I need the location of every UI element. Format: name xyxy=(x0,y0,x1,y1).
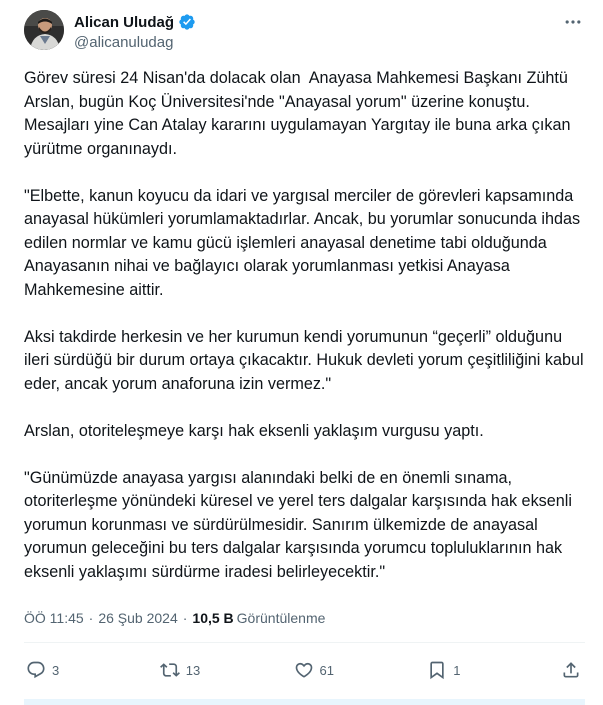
avatar-photo-icon xyxy=(24,10,64,50)
divider xyxy=(24,642,585,643)
author-display-name[interactable]: Alican Uludağ xyxy=(74,13,175,31)
reply-button[interactable] xyxy=(26,660,136,680)
share-icon xyxy=(561,660,581,680)
share-button[interactable] xyxy=(561,660,581,680)
author-name-row xyxy=(74,12,196,32)
tweet-meta xyxy=(24,610,325,626)
meta-separator: · xyxy=(182,610,188,626)
bookmark-button[interactable] xyxy=(427,660,537,680)
verified-badge-icon[interactable] xyxy=(178,13,196,31)
author-handle[interactable]: @alicanuludag xyxy=(74,34,174,51)
like-count: 61 xyxy=(319,662,334,678)
retweet-icon xyxy=(160,660,180,680)
reply-count: 3 xyxy=(52,662,60,678)
tweet-paragraph: "Günümüzde anayasa yargısı alanındaki belki de en önemli sınama, otoriterleşme yönündeki küresel ve yerel ters dalgalar karşısında hak eksenli yorumun korunması ve sürdürülmesidir. Sanırım ülkemizde de anayasal yorumun geleceğini bu ters dalgalar karşısında yorumcu topluluklarının hak eksenli yaklaşımı sürdürme iradesi belirleyecektir." xyxy=(24,468,577,581)
tweet-header xyxy=(24,10,587,56)
more-options-button[interactable] xyxy=(561,12,585,32)
bookmark-icon xyxy=(427,660,447,680)
tweet-paragraph: Arslan, otoriteleşmeye karşı hak eksenli yaklaşım vurgusu yaptı. xyxy=(24,421,484,440)
author-info xyxy=(74,12,196,51)
tweet-paragraph: Görev süresi 24 Nisan'da dolacak olan Anayasa Mahkemesi Başkanı Zühtü Arslan, bugün Koç Üniversitesi'nde "Anayasal yorum" üzerine konuştu. Mesajları yine Can Atalay kararını uygulamayan Yargıtay ile buna arka çıkan yürütme organınaydı. xyxy=(24,69,575,158)
tweet-paragraph: Aksi takdirde herkesin ve her kurumun kendi yorumunun “geçerli” olduğunu ileri sürdüğü bir durum ortaya çıkacaktır. Hukuk devleti yorum çeşitliliğini kabul eder, ancak yorum anaforuna izin vermez." xyxy=(24,327,589,393)
retweet-count: 13 xyxy=(185,662,201,678)
views-count: 10,5 B xyxy=(192,610,234,626)
like-button[interactable] xyxy=(294,660,404,680)
retweet-button[interactable] xyxy=(160,660,270,680)
tweet-time[interactable]: ÖÖ 11:45 xyxy=(24,610,84,626)
heart-icon xyxy=(294,660,314,680)
views-label: Görüntülenme xyxy=(236,610,326,626)
tweet-paragraph: "Elbette, kanun koyucu da idari ve yargısal merciler de görevleri kapsamında anayasal hükümleri yorumlamaktadırlar. Ancak, bu yorumlar sonucunda ihdas edilen normlar ve kamu gücü işlemleri anayasal denetime tabi olduğunda Anayasanın nihai ve bağlayıcı olarak yorumlanması yetkisi Anayasa Mahkemesine aittir. xyxy=(24,186,585,299)
tweet-text xyxy=(24,67,589,608)
action-bar xyxy=(26,657,581,683)
reply-icon xyxy=(26,660,46,680)
reply-composer-edge xyxy=(24,699,585,705)
tweet-date[interactable]: 26 Şub 2024 xyxy=(98,610,178,626)
meta-separator: · xyxy=(88,610,94,626)
more-horizontal-icon xyxy=(563,12,583,32)
author-avatar[interactable] xyxy=(24,10,64,50)
bookmark-count: 1 xyxy=(453,662,461,678)
